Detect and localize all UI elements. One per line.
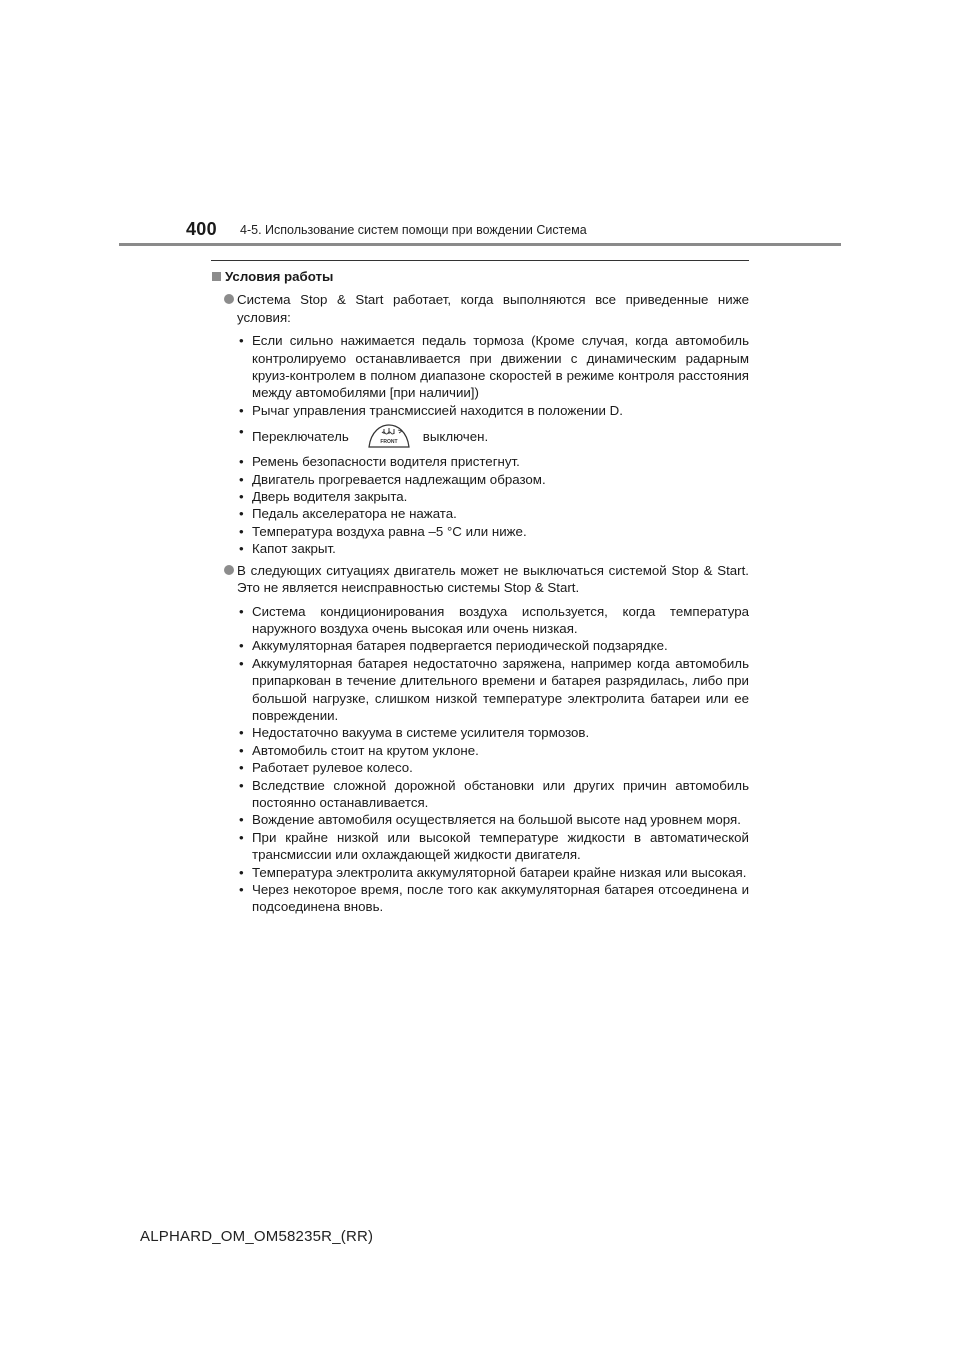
header-rule: [119, 243, 841, 246]
list-item: • Ремень безопасности водителя пристегнут.: [237, 453, 749, 470]
page-number: 400: [186, 219, 217, 239]
list-item: • Температура электролита аккумуляторной батареи крайне низкая или высокая.: [237, 864, 749, 881]
list-item: • Система кондиционирования воздуха используется, когда температура наружного воздуха очень высокая или очень низкая.: [237, 603, 749, 638]
running-header: 4-5. Использование систем помощи при вождении Система: [240, 223, 587, 237]
list-item: • Вождение автомобиля осуществляется на большой высоте над уровнем моря.: [237, 811, 749, 828]
list-item: • Педаль акселератора не нажата.: [237, 505, 749, 522]
list-item: • Работает рулевое колесо.: [237, 759, 749, 776]
section-heading-text: Условия работы: [225, 269, 334, 284]
circle-bullet-icon: [224, 565, 234, 575]
exceptions-intro-text: В следующих ситуациях двигатель может не выключаться системой Stop & Start. Это не является неисправностью системы Stop & Start.: [237, 562, 749, 596]
section-rule: [211, 260, 749, 261]
exceptions-list: [211, 603, 749, 916]
list-item: • Недостаточно вакуума в системе усилителя тормозов.: [237, 724, 749, 741]
list-item: • При крайне низкой или высокой температуре жидкости в автоматической трансмиссии или охлаждающей жидкости двигателя.: [237, 829, 749, 864]
list-item: • Автомобиль стоит на крутом уклоне.: [237, 742, 749, 759]
document-code: ALPHARD_OM_OM58235R_(RR): [140, 1228, 374, 1245]
conditions-intro-text: Система Stop & Start работает, когда выполняются все приведенные ниже условия:: [237, 292, 749, 325]
page-content: [211, 268, 749, 920]
switch-icon-label: FRONT: [380, 439, 398, 446]
switch-state: выключен.: [422, 428, 489, 444]
list-item: • Дверь водителя закрыта.: [237, 488, 749, 505]
front-defroster-switch-icon: [367, 423, 411, 449]
list-item: • Через некоторое время, после того как аккумуляторная батарея отсоединена и подсоединена вновь.: [237, 881, 749, 916]
list-item: • Аккумуляторная батарея подвергается периодической подзарядке.: [237, 637, 749, 654]
list-item: • Рычаг управления трансмиссией находится в положении D.: [237, 402, 749, 419]
conditions-list-a: [211, 332, 749, 419]
list-item: • Вследствие сложной дорожной обстановки или других причин автомобиль постоянно останавливается.: [237, 777, 749, 812]
circle-bullet-icon: [224, 294, 234, 304]
switch-condition: [211, 423, 749, 449]
list-item: • Капот закрыт.: [237, 540, 749, 557]
list-item: • Аккумуляторная батарея недостаточно заряжена, например когда автомобиль припаркован в течение длительного времени и батарея разрядилась, либо при большой нагрузке, слишком низкой температуре электролита батареи или ее повреждении.: [237, 655, 749, 725]
square-bullet-icon: [212, 272, 221, 281]
list-item: • Если сильно нажимается педаль тормоза (Кроме случая, когда автомобиль контролируемо останавливается при движении с динамическим радарным круиз-контролем в полном диапазоне скоростей в режиме контроля расстояния между автомобилями [при наличии]): [237, 332, 749, 402]
exceptions-intro: [211, 562, 749, 597]
conditions-intro: [211, 291, 749, 326]
conditions-list-b: [211, 453, 749, 557]
list-item: • Двигатель прогревается надлежащим образом.: [237, 471, 749, 488]
section-heading: [211, 268, 749, 285]
list-item: [237, 423, 749, 449]
list-item: • Температура воздуха равна –5 °C или ниже.: [237, 523, 749, 540]
switch-label: • Переключатель: [252, 428, 349, 444]
